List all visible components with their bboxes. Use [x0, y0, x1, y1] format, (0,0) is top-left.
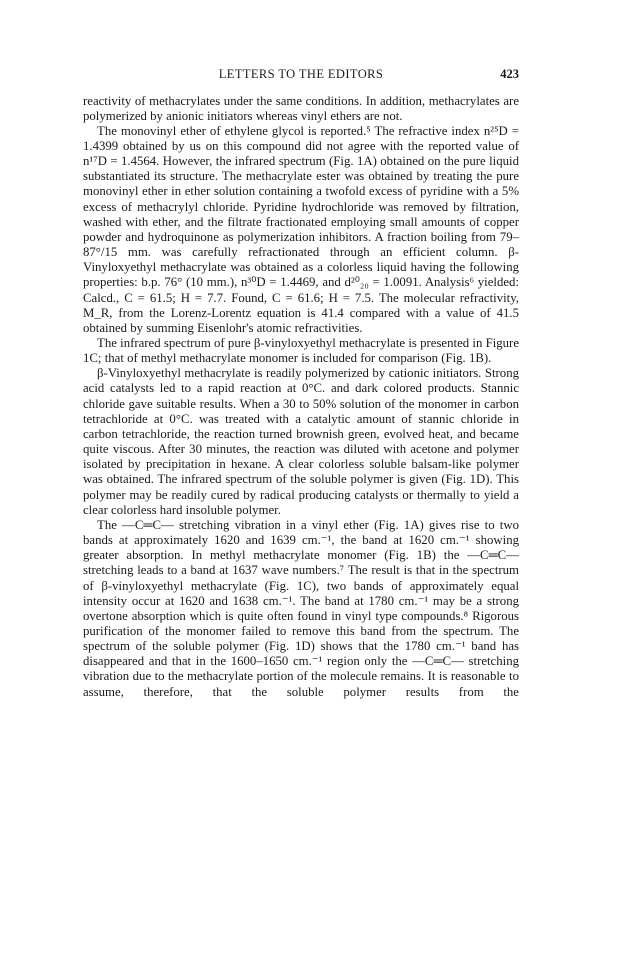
paragraph: The infrared spectrum of pure β-vinyloxyethyl methacrylate is presented in Figure 1C; that of methyl methacrylate monomer is included for comparison (Fig. 1B). — [83, 336, 519, 366]
paragraph: reactivity of methacrylates under the same conditions. In addition, methacrylates are polymerized by anionic initiators whereas vinyl ethers are not. — [83, 93, 519, 123]
article-body — [83, 94, 519, 700]
paragraph: The —C═C— stretching vibration in a vinyl ether (Fig. 1A) gives rise to two bands at approximately 1620 and 1639 cm.⁻¹, the band at 1620 cm.⁻¹ showing greater absorption. In methyl methacrylate monomer (Fig. 1B) the —C═C— stretching leads to a band at 1637 wave numbers.⁷ The result is that in the spectrum of β-vinyloxyethyl methacrylate (Fig. 1C), two bands of approximately equal intensity occur at 1620 and 1638 cm.⁻¹. The band at 1780 cm.⁻¹ may be a strong overtone absorption which is quite often found in vinyl type compounds.⁸ Rigorous purification of the monomer failed to remove this band from the spectrum. The spectrum of the soluble polymer (Fig. 1D) shows that the 1780 cm.⁻¹ band has disappeared and that in the 1600–1650 cm.⁻¹ region only the —C═C— stretching vibration due to the methacrylate portion of the molecule remains. It is reasonable to assume, therefore, that the soluble polymer results from the — [83, 517, 519, 699]
paragraph: The monovinyl ether of ethylene glycol is reported.⁵ The refractive index n²⁵D = 1.4399 obtained by us on this compound did not agree with the reported value of n¹⁷D = 1.4564. However, the infrared spectrum (Fig. 1A) obtained on the pure liquid substantiated its structure. The methacrylate ester was obtained by treating the pure monovinyl ether in ether solution containing a twofold excess of pyridine with a 5% excess of methacrylyl chloride. Pyridine hydrochloride was removed by filtration, washed with ether, and the filtrate fractionated employing small amounts of copper powder and hydroquinone as polymerization inhibitors. A fraction boiling from 79–87°/15 mm. was carefully refractionated through an efficient column. β-Vinyloxyethyl methacrylate was obtained as a colorless liquid having the following properties: b.p. 76° (10 mm.), n³⁰D = 1.4469, and d²⁰₂₀ = 1.0091. Analysis⁶ yielded: Calcd., C = 61.5; H = 7.7. Found, C = 61.6; H = 7.5. The molecular refractivity, M_R, from the Lorenz-Lorentz equation is 41.4 compared with a value of 41.5 obtained by summing Eisenlohr's atomic refractivities. — [83, 123, 519, 335]
running-head: LETTERS TO THE EDITORS — [218, 67, 384, 81]
page-number: 423 — [500, 67, 519, 81]
page-header — [83, 67, 519, 83]
paragraph: β-Vinyloxyethyl methacrylate is readily polymerized by cationic initiators. Strong acid catalysts led to a rapid reaction at 0°C. and dark colored products. Stannic chloride gave suitable results. When a 30 to 50% solution of the monomer in carbon tetrachloride at 0°C. was treated with a catalytic amount of stannic chloride in carbon tetrachloride, the reaction turned brownish green, evolved heat, and became quite viscous. After 30 minutes, the reaction was diluted with acetone and polymer isolated by precipitation in hexane. A clear colorless soluble balsam-like polymer was obtained. The infrared spectrum of the soluble polymer is given (Fig. 1D). This polymer may be readily cured by radical producing catalysts or thermally to yield a clear colorless hard insoluble polymer. — [83, 366, 519, 517]
